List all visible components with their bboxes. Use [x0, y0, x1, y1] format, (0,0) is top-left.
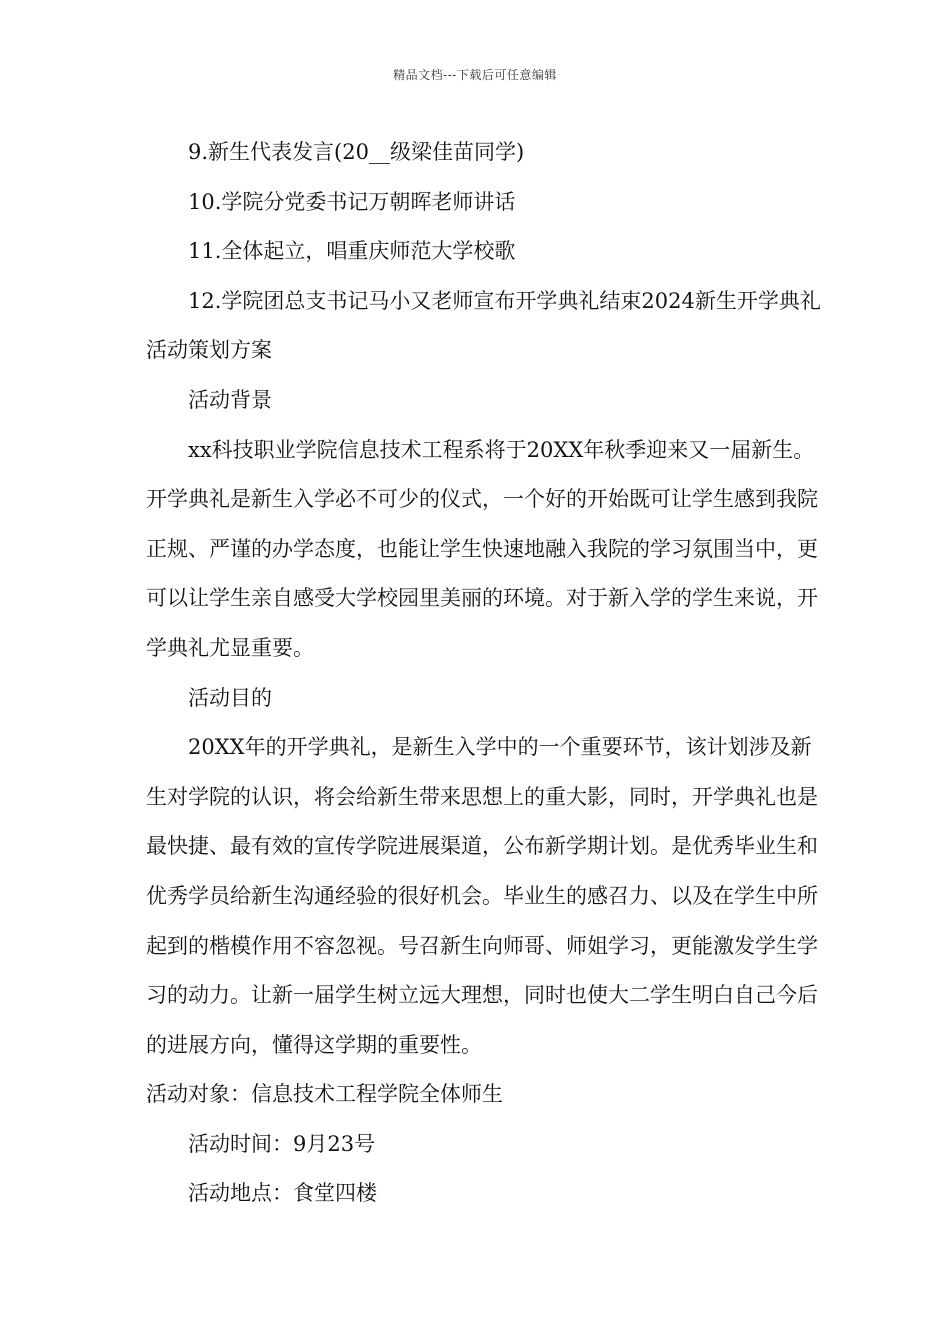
section-heading-background: 活动背景 [188, 387, 272, 412]
program-item-11: 11.全体起立，唱重庆师范大学校歌 [188, 239, 516, 264]
activity-time: 活动时间：9月23号 [188, 1131, 376, 1156]
page-header: 精品文档---下载后可任意编辑 [393, 68, 557, 82]
activity-location: 活动地点：食堂四楼 [188, 1181, 377, 1206]
program-item-10: 10.学院分党委书记万朝晖老师讲话 [188, 189, 516, 214]
program-item-12: 12.学院团总支书记马小又老师宣布开学典礼结束2024新生开学典礼活动策划方案 [146, 288, 821, 363]
program-item-9: 9.新生代表发言(20__级梁佳苗同学) [188, 140, 525, 164]
activity-audience: 活动对象：信息技术工程学院全体师生 [146, 1082, 503, 1107]
background-paragraph: xx科技职业学院信息技术工程系将于20XX年秋季迎来又一届新生。开学典礼是新生入学必不可少的仪式，一个好的开始既可让学生感到我院正规、严谨的办学态度，也能让学生快速地融入我院的学习氛围当中，更可以让学生亲自感受大学校园里美丽的环境。对于新入学的学生来说，开学典礼尤显重要。 [146, 437, 818, 660]
section-heading-purpose: 活动目的 [188, 685, 272, 710]
purpose-paragraph: 20XX年的开学典礼，是新生入学中的一个重要环节，该计划涉及新生对学院的认识，将会给新生带来思想上的重大影，同时，开学典礼也是最快捷、最有效的宣传学院进展渠道，公布新学期计划。是优秀毕业生和优秀学员给新生沟通经验的很好机会。毕业生的感召力、以及在学生中所起到的楷模作用不容忽视。号召新生向师哥、师姐学习，更能激发学生学习的动力。让新一届学生树立远大理想，同时也使大二学生明白自己今后的进展方向，懂得这学期的重要性。 [146, 735, 818, 1057]
document-body [146, 128, 826, 1219]
